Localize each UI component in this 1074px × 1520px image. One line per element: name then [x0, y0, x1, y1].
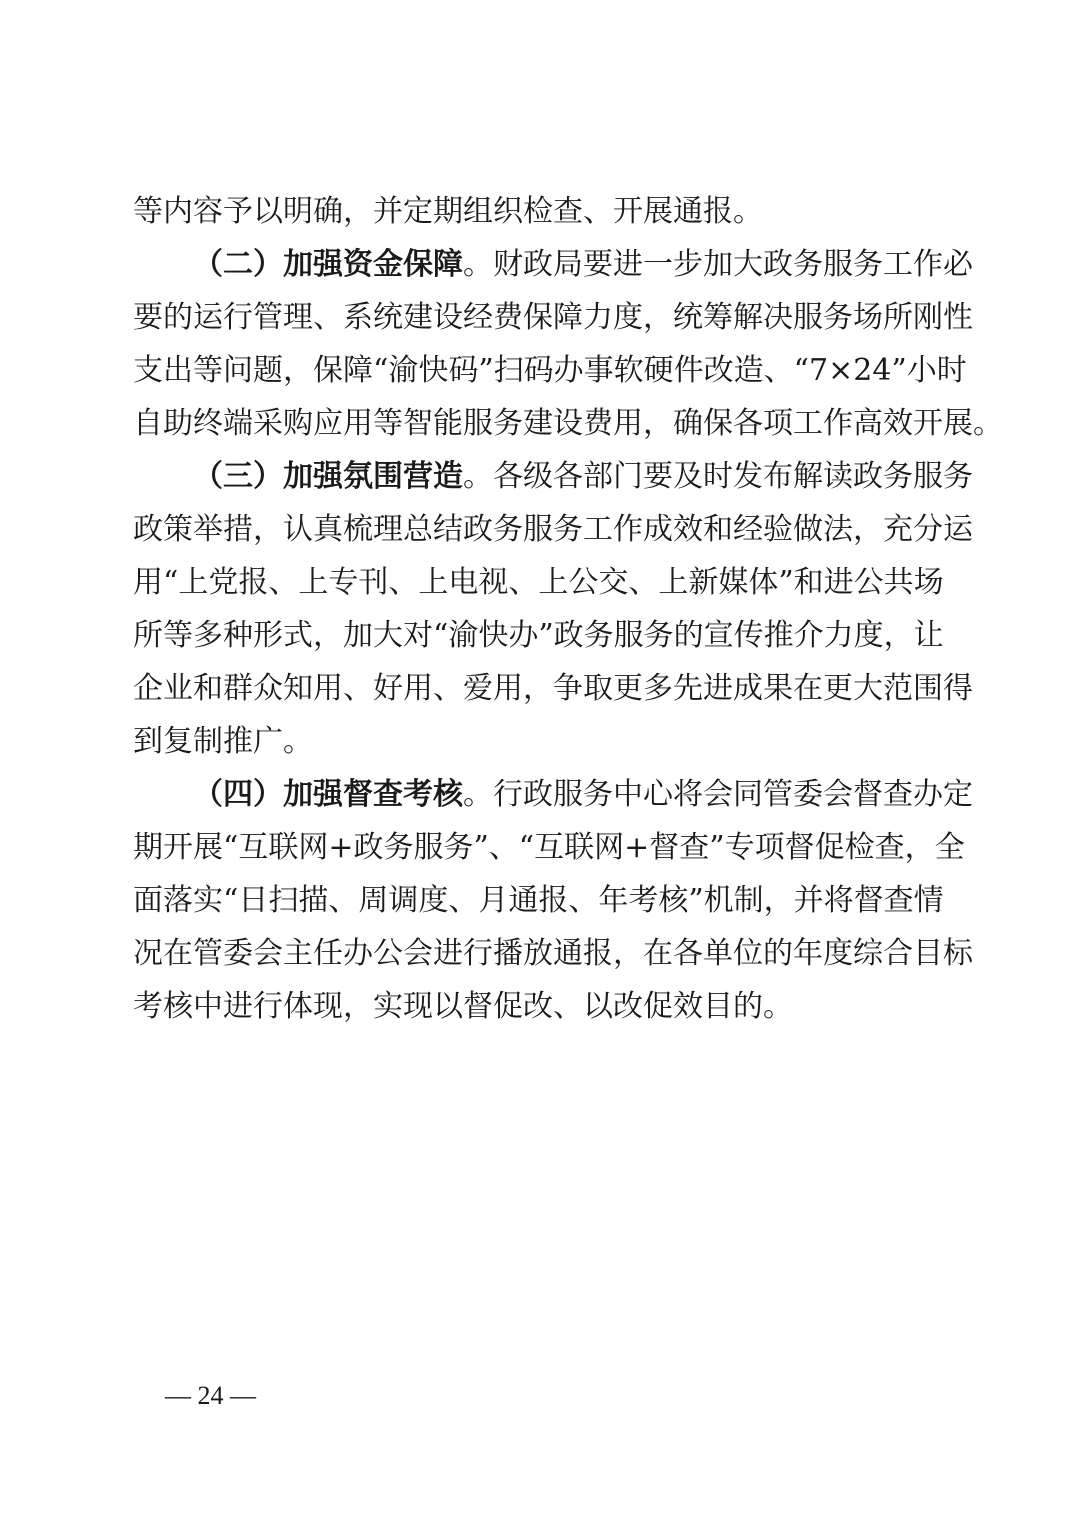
section-heading-funding: （二）加强资金保障 [193, 247, 463, 282]
paragraph-line: 用“上党报、上专刊、上电视、上公交、上新媒体”和进公共场 [133, 565, 944, 600]
paragraph-line: 到复制推广。 [133, 724, 313, 759]
paragraph-text: 。财政局要进一步加大政务服务工作必 [463, 247, 973, 282]
paragraph-line: 所等多种形式，加大对“渝快办”政务服务的宣传推介力度，让 [133, 618, 944, 653]
paragraph-text: 。行政服务中心将会同管委会督查办定 [463, 777, 973, 812]
paragraph-first-line [133, 238, 973, 291]
paragraph-line: 面落实“日扫描、周调度、月通报、年考核”机制，并将督查情 [133, 883, 944, 918]
paragraph-line: 等内容予以明确，并定期组织检查、开展通报。 [133, 194, 763, 229]
paragraph-line: 况在管委会主任办公会进行播放通报，在各单位的年度综合目标 [133, 936, 973, 971]
paragraph-line: 自助终端采购应用等智能服务建设费用，确保各项工作高效开展。 [133, 406, 1003, 441]
paragraph-line: 政策举措，认真梳理总结政务服务工作成效和经验做法，充分运 [133, 512, 973, 547]
page-number: — 24 — [165, 1381, 256, 1410]
paragraph-line: 期开展“互联网+政务服务”、“互联网+督查”专项督促检查，全 [133, 830, 965, 865]
section-heading-atmosphere: （三）加强氛围营造 [193, 459, 463, 494]
paragraph-line: 要的运行管理、系统建设经费保障力度，统筹解决服务场所刚性 [133, 300, 973, 335]
paragraph-line: 支出等问题，保障“渝快码”扫码办事软硬件改造、“7×24”小时 [133, 353, 967, 388]
paragraph-first-line [133, 450, 973, 503]
document-body [133, 185, 1003, 1033]
paragraph-line: 企业和群众知用、好用、爱用，争取更多先进成果在更大范围得 [133, 671, 973, 706]
paragraph-first-line [133, 768, 973, 821]
paragraph-text: 。各级各部门要及时发布解读政务服务 [463, 459, 973, 494]
paragraph-line: 考核中进行体现，实现以督促改、以改促效目的。 [133, 989, 793, 1024]
section-heading-supervision: （四）加强督查考核 [193, 777, 463, 812]
